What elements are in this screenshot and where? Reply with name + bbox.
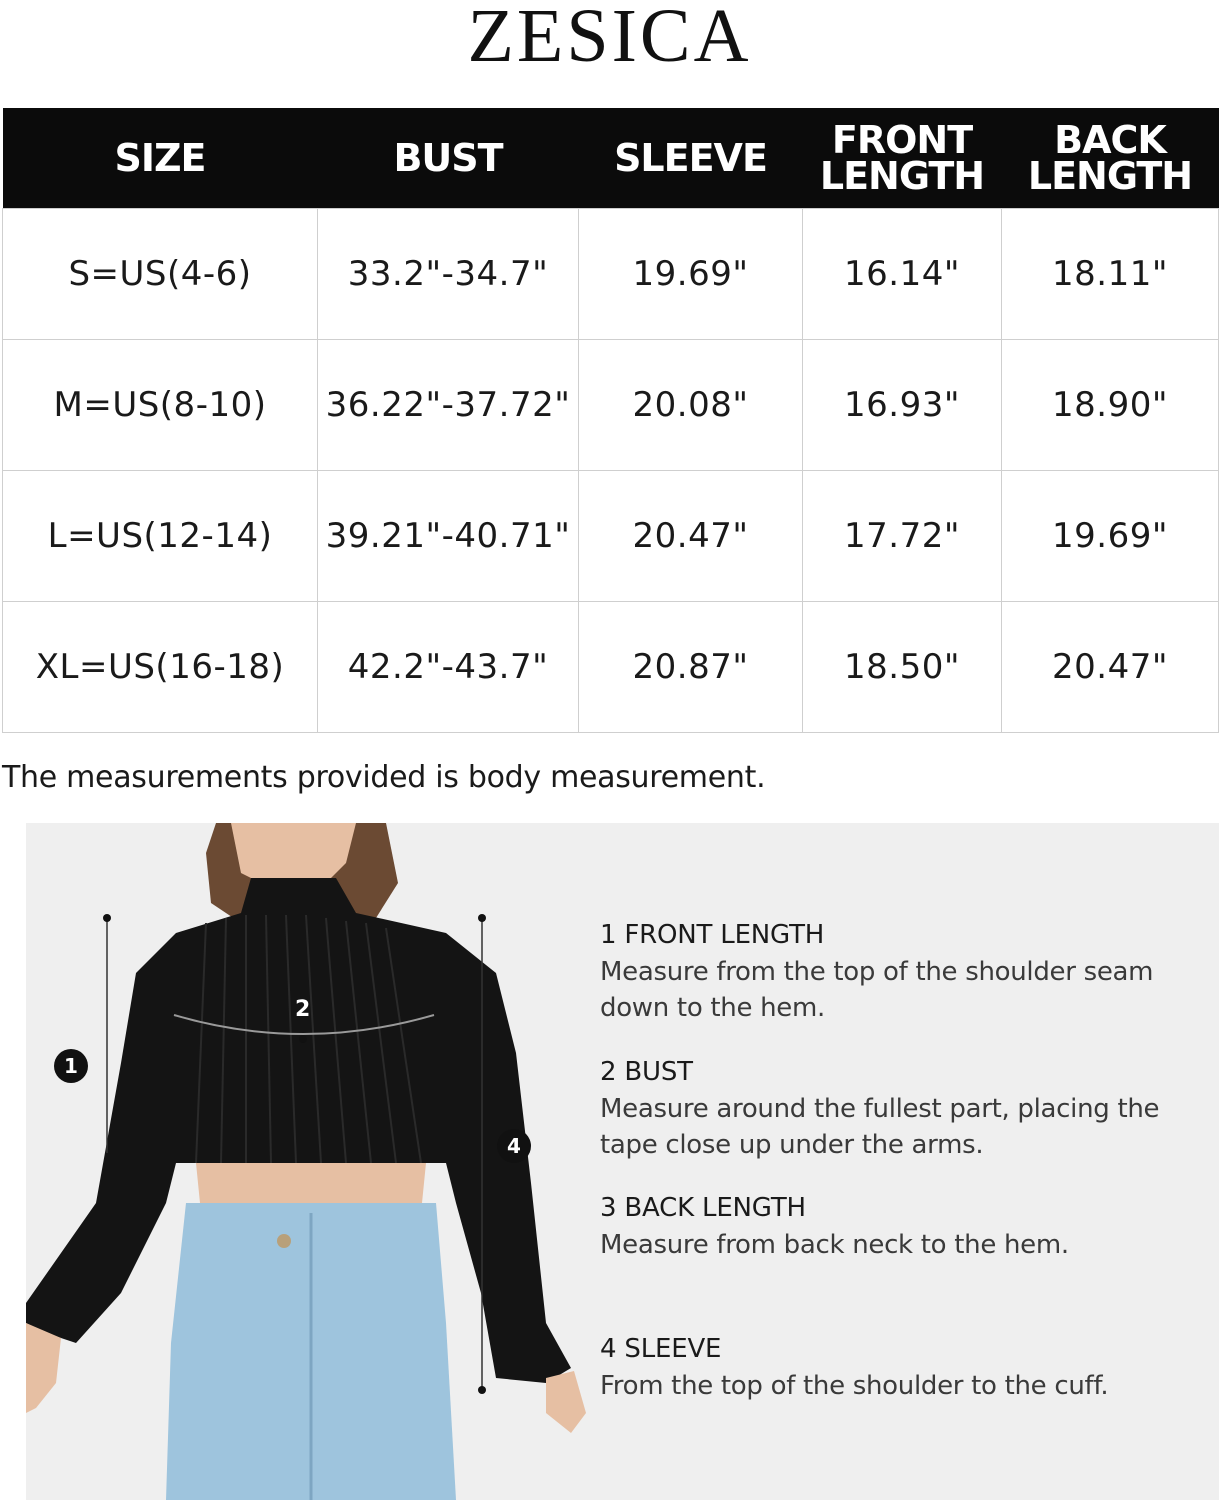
- cell-back-length: 18.11": [1002, 208, 1219, 339]
- guide-item-sleeve: [600, 1334, 1200, 1404]
- cell-front-length: 16.14": [803, 208, 1002, 339]
- table-row: [3, 339, 1219, 470]
- table-header-row: [3, 108, 1219, 208]
- guide-item-back-length: [600, 1193, 1200, 1263]
- cell-bust: 39.21"-40.71": [318, 470, 579, 601]
- marker-1-icon: 1: [54, 1049, 88, 1083]
- measurement-note: The measurements provided is body measurement.: [2, 760, 766, 795]
- cell-sleeve: 20.08": [579, 339, 803, 470]
- cell-bust: 36.22"-37.72": [318, 339, 579, 470]
- left-hand-shape: [26, 1323, 61, 1413]
- cell-sleeve: 20.87": [579, 601, 803, 732]
- table-row: [3, 470, 1219, 601]
- cell-sleeve: 19.69": [579, 208, 803, 339]
- guide-description: From the top of the shoulder to the cuff.: [600, 1371, 1109, 1401]
- header-size: SIZE: [3, 108, 318, 208]
- cell-size: XL=US(16-18): [3, 601, 318, 732]
- cell-size: M=US(8-10): [3, 339, 318, 470]
- guide-title: 2 BUST: [600, 1057, 693, 1087]
- guide-description: Measure around the fullest part, placing the tape close up under the arms.: [600, 1094, 1160, 1160]
- table-row: [3, 208, 1219, 339]
- cell-size: L=US(12-14): [3, 470, 318, 601]
- guide-description: Measure from back neck to the hem.: [600, 1230, 1069, 1260]
- marker-2-icon: 2: [295, 997, 311, 1022]
- cell-back-length: 18.90": [1002, 339, 1219, 470]
- right-hand-shape: [546, 1371, 586, 1433]
- cell-size: S=US(4-6): [3, 208, 318, 339]
- cell-bust: 33.2"-34.7": [318, 208, 579, 339]
- size-chart-table: [2, 108, 1219, 733]
- header-front-length: FRONT LENGTH: [803, 108, 1002, 208]
- cell-front-length: 16.93": [803, 339, 1002, 470]
- header-sleeve: SLEEVE: [579, 108, 803, 208]
- cell-back-length: 19.69": [1002, 470, 1219, 601]
- header-bust: BUST: [318, 108, 579, 208]
- guide-title: 3 BACK LENGTH: [600, 1193, 806, 1223]
- cell-back-length: 20.47": [1002, 601, 1219, 732]
- header-back-length: BACK LENGTH: [1002, 108, 1219, 208]
- table-row: [3, 601, 1219, 732]
- cell-front-length: 18.50": [803, 601, 1002, 732]
- cell-bust: 42.2"-43.7": [318, 601, 579, 732]
- guide-title: 4 SLEEVE: [600, 1334, 722, 1364]
- guide-item-front-length: [600, 920, 1200, 1026]
- marker-4-icon: 4: [497, 1129, 531, 1163]
- guide-description: Measure from the top of the shoulder seam down to the hem.: [600, 957, 1154, 1023]
- cell-front-length: 17.72": [803, 470, 1002, 601]
- guide-title: 1 FRONT LENGTH: [600, 920, 825, 950]
- brand-logo: ZESICA: [467, 0, 752, 78]
- guide-item-bust: [600, 1057, 1200, 1163]
- cell-sleeve: 20.47": [579, 470, 803, 601]
